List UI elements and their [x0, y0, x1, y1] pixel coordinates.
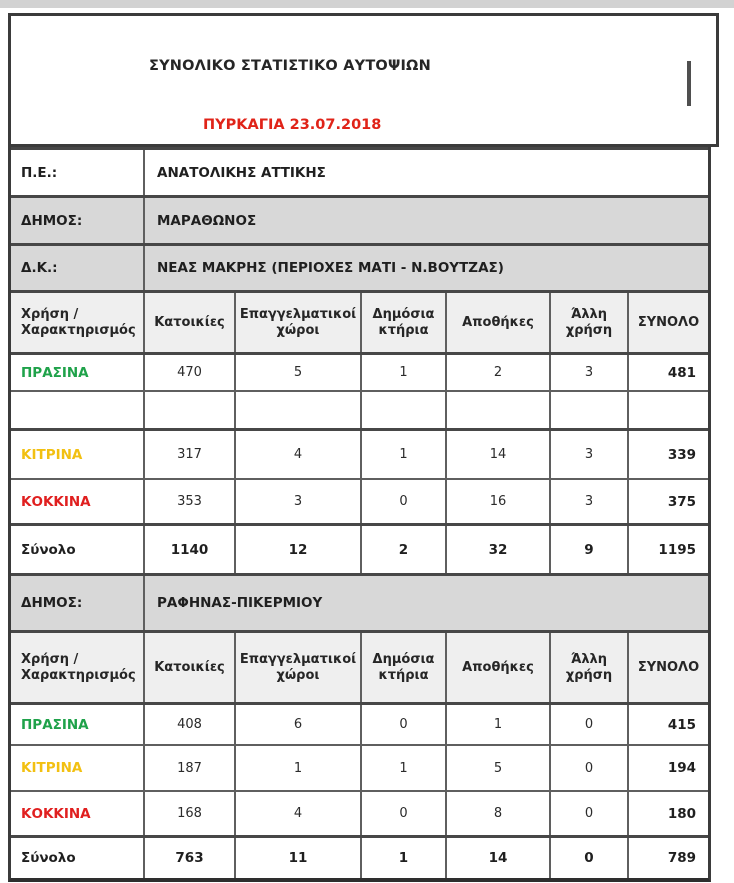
cell-business: 4 [236, 792, 362, 835]
region-row [11, 147, 708, 195]
cell-warehouses: 14 [447, 431, 551, 478]
column-header-total: ΣΥΝΟΛΟ [629, 293, 708, 352]
municipality-value: ΜΑΡΑΘΩΝΟΣ [145, 198, 708, 243]
cell-other: 9 [551, 526, 629, 573]
cell-total: 1195 [658, 541, 696, 558]
cell-public: 0 [362, 480, 447, 523]
district-label: Δ.Κ.: [11, 246, 145, 290]
row-label: ΚΟΚΚΙΝΑ [11, 792, 145, 835]
cell-warehouses: 2 [447, 355, 551, 390]
column-header-business: Επαγγελματικοί χώροι [236, 293, 362, 352]
page-break-marker [687, 61, 691, 106]
cell-residences: 187 [145, 746, 236, 790]
municipality-row [11, 195, 708, 243]
row-label: ΠΡΑΣΙΝΑ [11, 355, 145, 390]
cell-public: 2 [362, 526, 447, 573]
cell-public: 1 [362, 746, 447, 790]
column-header-warehouses: Αποθήκες [447, 633, 551, 702]
region-value: ΑΝΑΤΟΛΙΚΗΣ ΑΤΤΙΚΗΣ [157, 164, 326, 181]
cell-business [236, 392, 362, 428]
table-header-row [11, 290, 708, 352]
border-gap [713, 60, 716, 108]
table-row-yellow [11, 428, 708, 478]
cell-residences: 470 [145, 355, 236, 390]
cell-other: 3 [551, 431, 629, 478]
cell-business: 4 [236, 431, 362, 478]
row-label: ΚΙΤΡΙΝΑ [11, 431, 145, 478]
table-row-sum [11, 835, 708, 878]
region-label: Π.Ε.: [11, 150, 145, 195]
row-label: Σύνολο [11, 838, 145, 878]
cell-warehouses: 14 [447, 838, 551, 878]
cell-warehouses: 1 [447, 705, 551, 744]
table-row-sum [11, 523, 708, 573]
title-block [8, 13, 719, 147]
column-header-public: Δημόσια κτήρια [362, 293, 447, 352]
cell-other: 3 [551, 480, 629, 523]
cell-total: 375 [667, 493, 696, 510]
cell-total: 481 [667, 364, 696, 381]
cell-warehouses: 32 [447, 526, 551, 573]
table-row-red [11, 478, 708, 523]
cell-business: 1 [236, 746, 362, 790]
cell-public: 0 [362, 705, 447, 744]
cell-business: 5 [236, 355, 362, 390]
cell-public [362, 392, 447, 428]
cell-warehouses: 8 [447, 792, 551, 835]
cell-other: 0 [551, 746, 629, 790]
cell-business: 11 [236, 838, 362, 878]
column-header-warehouses: Αποθήκες [447, 293, 551, 352]
table-row-green [11, 352, 708, 390]
table-header-row [11, 630, 708, 702]
row-label: ΚΙΤΡΙΝΑ [11, 746, 145, 790]
row-label: ΚΟΚΚΙΝΑ [11, 480, 145, 523]
column-header-usage: Χρήση / Χαρακτηρισμός [11, 293, 145, 352]
table-row-yellow [11, 744, 708, 790]
cell-other [551, 392, 629, 428]
cell-other: 3 [551, 355, 629, 390]
column-header-residences: Κατοικίες [145, 633, 236, 702]
cell-public: 1 [362, 431, 447, 478]
cell-other: 0 [551, 792, 629, 835]
district-value: ΝΕΑΣ ΜΑΚΡΗΣ (ΠΕΡΙΟΧΕΣ ΜΑΤΙ - Ν.ΒΟΥΤΖΑΣ) [145, 246, 708, 290]
cell-other: 0 [551, 838, 629, 878]
cell-warehouses [447, 392, 551, 428]
cell-business: 12 [236, 526, 362, 573]
cell-total [629, 392, 708, 428]
statistics-document [8, 13, 719, 882]
window-edge-strip [0, 0, 734, 8]
fire-date-subtitle: ΠΥΡΚΑΓΙΑ 23.07.2018 [203, 117, 382, 133]
cell-public: 0 [362, 792, 447, 835]
cell-residences: 408 [145, 705, 236, 744]
cell-warehouses: 5 [447, 746, 551, 790]
column-header-other: Άλλη χρήση [551, 293, 629, 352]
cell-business: 6 [236, 705, 362, 744]
row-label: Σύνολο [11, 526, 145, 573]
column-header-residences: Κατοικίες [145, 293, 236, 352]
cell-public: 1 [362, 838, 447, 878]
table-body [8, 147, 711, 882]
cell-residences: 763 [145, 838, 236, 878]
column-header-public: Δημόσια κτήρια [362, 633, 447, 702]
cell-total: 180 [667, 805, 696, 822]
column-header-other: Άλλη χρήση [551, 633, 629, 702]
municipality-label: ΔΗΜΟΣ: [11, 576, 145, 630]
row-label [11, 392, 145, 428]
cell-residences: 168 [145, 792, 236, 835]
municipality-label: ΔΗΜΟΣ: [11, 198, 145, 243]
cell-residences: 317 [145, 431, 236, 478]
cell-total: 194 [667, 760, 696, 776]
cell-residences: 1140 [145, 526, 236, 573]
row-label: ΠΡΑΣΙΝΑ [11, 705, 145, 744]
table-row-empty [11, 390, 708, 428]
cell-total: 415 [667, 716, 696, 733]
column-header-usage: Χρήση / Χαρακτηρισμός [11, 633, 145, 702]
page-title: ΣΥΝΟΛΙΚΟ ΣΤΑΤΙΣΤΙΚΟ ΑΥΤΟΨΙΩΝ [149, 58, 431, 74]
table-row-red [11, 790, 708, 835]
cell-warehouses: 16 [447, 480, 551, 523]
cell-residences [145, 392, 236, 428]
municipality-value: ΡΑΦΗΝΑΣ-ΠΙΚΕΡΜΙΟΥ [145, 576, 708, 630]
cell-total: 339 [667, 446, 696, 463]
cell-other: 0 [551, 705, 629, 744]
municipality-row [11, 573, 708, 630]
column-header-business: Επαγγελματικοί χώροι [236, 633, 362, 702]
cell-public: 1 [362, 355, 447, 390]
cell-business: 3 [236, 480, 362, 523]
cell-total: 789 [667, 850, 696, 866]
table-row-green [11, 702, 708, 744]
column-header-total: ΣΥΝΟΛΟ [629, 633, 708, 702]
cell-residences: 353 [145, 480, 236, 523]
district-row [11, 243, 708, 290]
